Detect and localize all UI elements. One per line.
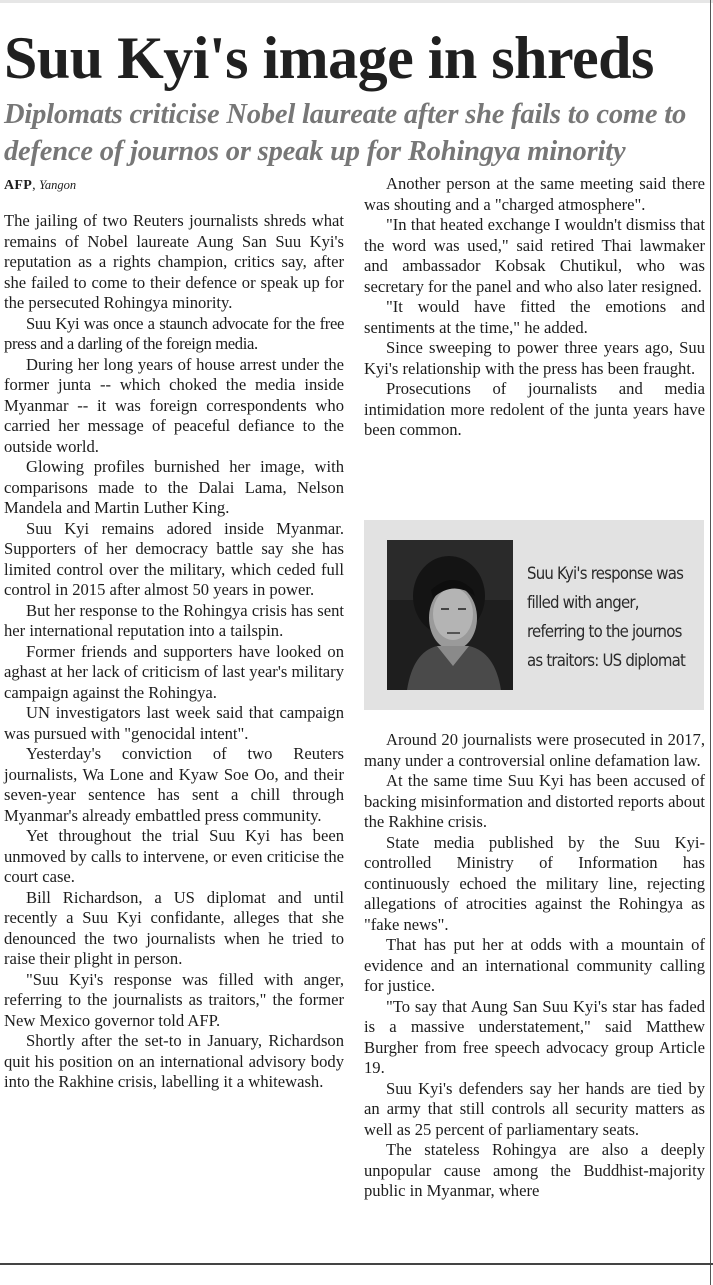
- paragraph: During her long years of house arrest under the former junta -- which choked the media inside Myanmar -- it was foreign correspondents who carried her message of peaceful defiance to the outside world.: [4, 354, 344, 456]
- right-column-top: [364, 174, 705, 441]
- paragraph: Around 20 journalists were prosecuted in 2017, many under a controversial online defamation law.: [364, 730, 705, 770]
- right-column-bottom: [364, 730, 705, 1202]
- paragraph: The stateless Rohingya are also a deeply unpopular cause among the Buddhist-majority public in Myanmar, where: [364, 1140, 705, 1200]
- pull-quote-box: [364, 520, 704, 710]
- paragraph: Suu Kyi was once a staunch advocate for the free press and a darling of the foreign media.: [4, 313, 344, 353]
- subheadline: Diplomats criticise Nobel laureate after she fails to come to defence of journos or speak up for Rohingya minority: [4, 99, 687, 167]
- paragraph: Suu Kyi remains adored inside Myanmar. Supporters of her democracy battle say she has limited control over the military, which ceded full control in 2015 after almost 50 years in power.: [4, 518, 344, 599]
- paragraph: That has put her at odds with a mountain of evidence and an international community calling for justice.: [364, 935, 705, 995]
- headline: Suu Kyi's image in shreds: [4, 25, 654, 91]
- portrait-illustration: [387, 540, 513, 690]
- paragraph: Another person at the same meeting said there was shouting and a "charged atmosphere".: [364, 174, 705, 214]
- portrait-photo: [387, 540, 513, 690]
- paragraph: Glowing profiles burnished her image, with comparisons made to the Dalai Lama, Nelson Mandela and Martin Luther King.: [4, 457, 344, 517]
- paragraph: But her response to the Rohingya crisis has sent her international reputation into a tailspin.: [4, 600, 344, 640]
- byline-location: Yangon: [39, 178, 77, 192]
- paragraph: The jailing of two Reuters journalists shreds what remains of Nobel laureate Aung San Suu Kyi's reputation as a rights champion, critics say, after she failed to come to their defence or speak up for the persecuted Rohingya minority.: [4, 211, 344, 312]
- paragraph: UN investigators last week said that campaign was pursued with "genocidal intent".: [4, 703, 344, 743]
- paragraph: Yesterday's conviction of two Reuters journalists, Wa Lone and Kyaw Soe Oo, and their seven-year sentence has sent a chill through Myanmar's already embattled press community.: [4, 744, 344, 825]
- paragraph: At the same time Suu Kyi has been accused of backing misinformation and distorted reports about the Rakhine crisis.: [364, 771, 705, 831]
- paragraph: Suu Kyi's defenders say her hands are tied by an army that still controls all security matters as well as 25 percent of parliamentary seats.: [364, 1078, 705, 1139]
- paragraph: Bill Richardson, a US diplomat and until recently a Suu Kyi confidante, alleges that she denounced the two journalists when he tried to raise their plight in person.: [4, 887, 344, 968]
- top-rule: [0, 0, 713, 3]
- bottom-rule: [0, 1263, 713, 1265]
- pull-quote-text: Suu Kyi's response was filled with anger, referring to the journos as traitors: US diplomat: [527, 564, 686, 671]
- paragraph: Prosecutions of journalists and media intimidation more redolent of the junta years have been common.: [364, 379, 705, 439]
- paragraph: Since sweeping to power three years ago, Suu Kyi's relationship with the press has been fraught.: [364, 338, 705, 378]
- paragraph: Shortly after the set-to in January, Richardson quit his position on an international advisory body into the Rakhine crisis, labelling it a whitewash.: [4, 1031, 344, 1091]
- right-rule: [710, 0, 711, 1285]
- paragraph: "It would have fitted the emotions and sentiments at the time," he added.: [364, 297, 705, 337]
- byline: AFP, Yangon: [4, 178, 77, 193]
- paragraph: State media published by the Suu Kyi-controlled Ministry of Information has continuously echoed the military line, rejecting allegations of atrocities against the Rohingya as "fake news".: [364, 832, 705, 934]
- byline-agency: AFP: [4, 178, 33, 193]
- paragraph: "To say that Aung San Suu Kyi's star has faded is a massive understatement," said Matthew Burgher from free speech advocacy group Article 19.: [364, 996, 705, 1077]
- left-column: [4, 211, 344, 1093]
- paragraph: "In that heated exchange I wouldn't dismiss that the word was used," said retired Thai lawmaker and ambassador Kobsak Chutikul, who was secretary for the panel and who also later resigned.: [364, 215, 705, 296]
- paragraph: Former friends and supporters have looked on aghast at her lack of criticism of last year's military campaign against the Rohingya.: [4, 641, 344, 702]
- paragraph: "Suu Kyi's response was filled with anger, referring to the journalists as traitors," the former New Mexico governor told AFP.: [4, 969, 344, 1030]
- paragraph: Yet throughout the trial Suu Kyi has been unmoved by calls to intervene, or even criticise the court case.: [4, 826, 344, 886]
